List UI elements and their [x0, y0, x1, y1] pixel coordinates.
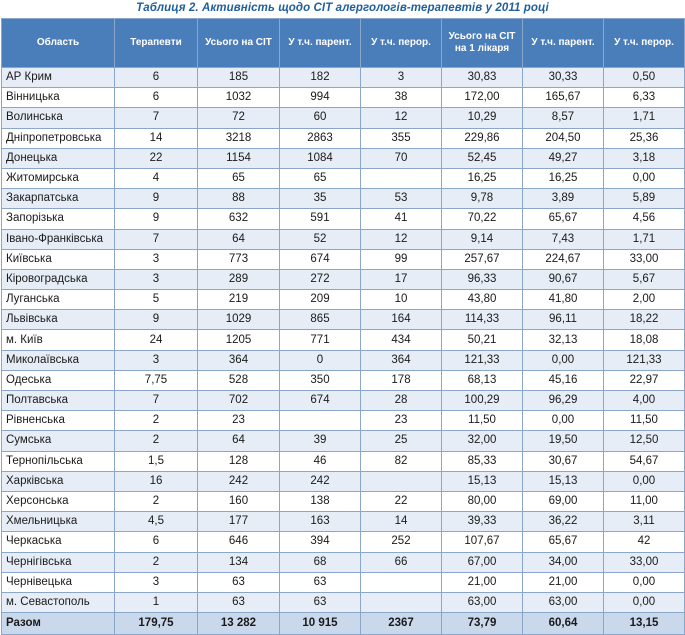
value-cell: 674: [280, 391, 361, 411]
value-cell: 32,00: [442, 431, 523, 451]
value-cell: 172,00: [442, 88, 523, 108]
value-cell: 107,67: [442, 532, 523, 552]
value-cell: 773: [198, 249, 280, 269]
value-cell: 7,75: [115, 370, 198, 390]
value-cell: 38: [361, 88, 442, 108]
value-cell: 16,25: [523, 168, 604, 188]
value-cell: 9: [115, 189, 198, 209]
value-cell: [361, 592, 442, 612]
value-cell: 16: [115, 471, 198, 491]
value-cell: 128: [198, 451, 280, 471]
column-header: Терапевти: [115, 19, 198, 68]
value-cell: 5,67: [604, 269, 685, 289]
value-cell: 0,00: [604, 592, 685, 612]
value-cell: 24: [115, 330, 198, 350]
value-cell: 10: [361, 290, 442, 310]
total-value: 60,64: [523, 613, 604, 635]
value-cell: 3: [361, 68, 442, 88]
value-cell: [361, 471, 442, 491]
value-cell: 0,00: [604, 471, 685, 491]
value-cell: 12,50: [604, 431, 685, 451]
region-cell: Одеська: [2, 370, 115, 390]
value-cell: 90,67: [523, 269, 604, 289]
value-cell: 43,80: [442, 290, 523, 310]
table-row: [2, 189, 685, 209]
value-cell: 12: [361, 108, 442, 128]
value-cell: 121,33: [604, 350, 685, 370]
region-cell: Закарпатська: [2, 189, 115, 209]
value-cell: 30,83: [442, 68, 523, 88]
value-cell: 209: [280, 290, 361, 310]
value-cell: 52: [280, 229, 361, 249]
value-cell: 289: [198, 269, 280, 289]
value-cell: 204,50: [523, 128, 604, 148]
value-cell: 14: [115, 128, 198, 148]
region-cell: Чернігівська: [2, 552, 115, 572]
value-cell: 42: [604, 532, 685, 552]
value-cell: 53: [361, 189, 442, 209]
value-cell: 9: [115, 209, 198, 229]
value-cell: 165,67: [523, 88, 604, 108]
value-cell: 394: [280, 532, 361, 552]
value-cell: 121,33: [442, 350, 523, 370]
value-cell: [361, 168, 442, 188]
value-cell: 52,45: [442, 148, 523, 168]
value-cell: 11,50: [442, 411, 523, 431]
total-value: 13,15: [604, 613, 685, 635]
column-header: Усього на СІТ: [198, 19, 280, 68]
region-cell: Сумська: [2, 431, 115, 451]
table-row: [2, 108, 685, 128]
value-cell: 9,14: [442, 229, 523, 249]
value-cell: 50,21: [442, 330, 523, 350]
value-cell: 63,00: [523, 592, 604, 612]
region-cell: Волинська: [2, 108, 115, 128]
value-cell: 994: [280, 88, 361, 108]
value-cell: [361, 572, 442, 592]
table-row: [2, 391, 685, 411]
value-cell: 185: [198, 68, 280, 88]
value-cell: 21,00: [523, 572, 604, 592]
value-cell: 96,33: [442, 269, 523, 289]
table-row: [2, 269, 685, 289]
value-cell: 32,13: [523, 330, 604, 350]
region-cell: Черкаська: [2, 532, 115, 552]
value-cell: 5,89: [604, 189, 685, 209]
table-row: [2, 370, 685, 390]
table-row: [2, 168, 685, 188]
value-cell: 23: [361, 411, 442, 431]
value-cell: 25: [361, 431, 442, 451]
table-header: [2, 19, 685, 68]
value-cell: 0,00: [523, 350, 604, 370]
value-cell: 2863: [280, 128, 361, 148]
column-header: Область: [2, 19, 115, 68]
region-cell: Луганська: [2, 290, 115, 310]
value-cell: 8,57: [523, 108, 604, 128]
value-cell: 28: [361, 391, 442, 411]
table-row: [2, 350, 685, 370]
value-cell: 2: [115, 552, 198, 572]
value-cell: 35: [280, 189, 361, 209]
value-cell: 72: [198, 108, 280, 128]
value-cell: 64: [198, 229, 280, 249]
column-header: У т.ч. парент.: [523, 19, 604, 68]
value-cell: 1029: [198, 310, 280, 330]
value-cell: 6,33: [604, 88, 685, 108]
region-cell: Рівненська: [2, 411, 115, 431]
table-row: [2, 552, 685, 572]
value-cell: 114,33: [442, 310, 523, 330]
value-cell: 33,00: [604, 552, 685, 572]
table-row: [2, 532, 685, 552]
table-row: [2, 68, 685, 88]
value-cell: 11,00: [604, 491, 685, 511]
value-cell: 3: [115, 269, 198, 289]
value-cell: 15,13: [523, 471, 604, 491]
value-cell: 3: [115, 249, 198, 269]
value-cell: 96,11: [523, 310, 604, 330]
value-cell: 865: [280, 310, 361, 330]
value-cell: 0,00: [523, 411, 604, 431]
region-cell: м. Київ: [2, 330, 115, 350]
region-cell: Харківська: [2, 471, 115, 491]
value-cell: 0: [280, 350, 361, 370]
column-header: У т.ч. парент.: [280, 19, 361, 68]
column-header: Усього на СІТ на 1 лікаря: [442, 19, 523, 68]
value-cell: 771: [280, 330, 361, 350]
value-cell: 163: [280, 512, 361, 532]
value-cell: 65,67: [523, 209, 604, 229]
value-cell: 65: [198, 168, 280, 188]
value-cell: 41,80: [523, 290, 604, 310]
region-cell: Львівська: [2, 310, 115, 330]
value-cell: 164: [361, 310, 442, 330]
value-cell: 3,11: [604, 512, 685, 532]
value-cell: 7: [115, 108, 198, 128]
region-cell: Хмельницька: [2, 512, 115, 532]
value-cell: 22: [361, 491, 442, 511]
value-cell: 138: [280, 491, 361, 511]
value-cell: 63,00: [442, 592, 523, 612]
value-cell: 96,29: [523, 391, 604, 411]
value-cell: 3,89: [523, 189, 604, 209]
value-cell: 33,00: [604, 249, 685, 269]
value-cell: 6: [115, 68, 198, 88]
value-cell: 69,00: [523, 491, 604, 511]
value-cell: 242: [280, 471, 361, 491]
value-cell: 9,78: [442, 189, 523, 209]
table-row: [2, 249, 685, 269]
value-cell: 14: [361, 512, 442, 532]
value-cell: 82: [361, 451, 442, 471]
table-row: [2, 209, 685, 229]
value-cell: 5: [115, 290, 198, 310]
region-cell: Тернопільська: [2, 451, 115, 471]
value-cell: 30,67: [523, 451, 604, 471]
value-cell: 63: [280, 572, 361, 592]
value-cell: 4,5: [115, 512, 198, 532]
value-cell: 19,50: [523, 431, 604, 451]
value-cell: 7,43: [523, 229, 604, 249]
value-cell: 3,18: [604, 148, 685, 168]
value-cell: 1,5: [115, 451, 198, 471]
total-value: 73,79: [442, 613, 523, 635]
value-cell: 65,67: [523, 532, 604, 552]
value-cell: 4: [115, 168, 198, 188]
value-cell: 160: [198, 491, 280, 511]
total-value: 2367: [361, 613, 442, 635]
table-row: [2, 310, 685, 330]
table-row: [2, 512, 685, 532]
table-row: [2, 592, 685, 612]
region-cell: Дніпропетровська: [2, 128, 115, 148]
value-cell: 63: [198, 592, 280, 612]
table-row: [2, 88, 685, 108]
table-row: [2, 572, 685, 592]
value-cell: 9: [115, 310, 198, 330]
table-row: [2, 431, 685, 451]
value-cell: 1084: [280, 148, 361, 168]
region-cell: Донецька: [2, 148, 115, 168]
value-cell: 252: [361, 532, 442, 552]
value-cell: 49,27: [523, 148, 604, 168]
table-row: [2, 471, 685, 491]
value-cell: 0,00: [604, 168, 685, 188]
value-cell: 0,00: [604, 572, 685, 592]
value-cell: 3: [115, 350, 198, 370]
value-cell: 178: [361, 370, 442, 390]
value-cell: 355: [361, 128, 442, 148]
value-cell: 70,22: [442, 209, 523, 229]
value-cell: 36,22: [523, 512, 604, 532]
value-cell: 702: [198, 391, 280, 411]
region-cell: Полтавська: [2, 391, 115, 411]
value-cell: 1,71: [604, 229, 685, 249]
table-row: [2, 148, 685, 168]
value-cell: 41: [361, 209, 442, 229]
value-cell: 64: [198, 431, 280, 451]
value-cell: 646: [198, 532, 280, 552]
region-cell: Херсонська: [2, 491, 115, 511]
total-value: 10 915: [280, 613, 361, 635]
region-cell: Чернівецька: [2, 572, 115, 592]
value-cell: 229,86: [442, 128, 523, 148]
table-row: [2, 451, 685, 471]
table-row: [2, 229, 685, 249]
value-cell: 272: [280, 269, 361, 289]
table-row: [2, 330, 685, 350]
value-cell: 66: [361, 552, 442, 572]
value-cell: 6: [115, 88, 198, 108]
value-cell: 224,67: [523, 249, 604, 269]
value-cell: 2: [115, 411, 198, 431]
header-row: [2, 19, 685, 68]
region-cell: Запорізька: [2, 209, 115, 229]
value-cell: 3218: [198, 128, 280, 148]
value-cell: 1: [115, 592, 198, 612]
value-cell: 100,29: [442, 391, 523, 411]
value-cell: 18,22: [604, 310, 685, 330]
table-row: [2, 491, 685, 511]
value-cell: 34,00: [523, 552, 604, 572]
total-value: 179,75: [115, 613, 198, 635]
column-header: У т.ч. перор.: [361, 19, 442, 68]
value-cell: 4,00: [604, 391, 685, 411]
region-cell: Київська: [2, 249, 115, 269]
value-cell: 65: [280, 168, 361, 188]
value-cell: 7: [115, 391, 198, 411]
region-cell: Вінницька: [2, 88, 115, 108]
table-body: [2, 68, 685, 635]
sit-activity-table: [1, 18, 685, 635]
value-cell: 2: [115, 491, 198, 511]
total-label: Разом: [2, 613, 115, 635]
region-cell: Кіровоградська: [2, 269, 115, 289]
value-cell: 63: [198, 572, 280, 592]
value-cell: 54,67: [604, 451, 685, 471]
value-cell: 2: [115, 431, 198, 451]
value-cell: 364: [198, 350, 280, 370]
value-cell: 1205: [198, 330, 280, 350]
value-cell: 22,97: [604, 370, 685, 390]
value-cell: 350: [280, 370, 361, 390]
value-cell: 177: [198, 512, 280, 532]
value-cell: 12: [361, 229, 442, 249]
value-cell: 60: [280, 108, 361, 128]
value-cell: 528: [198, 370, 280, 390]
column-header: У т.ч. перор.: [604, 19, 685, 68]
value-cell: 67,00: [442, 552, 523, 572]
value-cell: 1,71: [604, 108, 685, 128]
value-cell: 23: [198, 411, 280, 431]
value-cell: 1032: [198, 88, 280, 108]
value-cell: 17: [361, 269, 442, 289]
value-cell: 80,00: [442, 491, 523, 511]
value-cell: 7: [115, 229, 198, 249]
value-cell: 25,36: [604, 128, 685, 148]
value-cell: 63: [280, 592, 361, 612]
value-cell: 182: [280, 68, 361, 88]
value-cell: 242: [198, 471, 280, 491]
value-cell: 632: [198, 209, 280, 229]
value-cell: 45,16: [523, 370, 604, 390]
value-cell: [280, 411, 361, 431]
value-cell: 219: [198, 290, 280, 310]
value-cell: 2,00: [604, 290, 685, 310]
table-row: [2, 290, 685, 310]
region-cell: Івано-Франківська: [2, 229, 115, 249]
value-cell: 6: [115, 532, 198, 552]
value-cell: 4,56: [604, 209, 685, 229]
value-cell: 68,13: [442, 370, 523, 390]
value-cell: 364: [361, 350, 442, 370]
table-row: [2, 411, 685, 431]
value-cell: 16,25: [442, 168, 523, 188]
value-cell: 15,13: [442, 471, 523, 491]
value-cell: 3: [115, 572, 198, 592]
total-value: 13 282: [198, 613, 280, 635]
value-cell: 46: [280, 451, 361, 471]
value-cell: 68: [280, 552, 361, 572]
table-row: [2, 128, 685, 148]
value-cell: 674: [280, 249, 361, 269]
table-caption: Таблиця 2. Активність щодо СІТ алергологів-терапевтів у 2011 році: [136, 2, 549, 14]
value-cell: 30,33: [523, 68, 604, 88]
value-cell: 257,67: [442, 249, 523, 269]
value-cell: 39: [280, 431, 361, 451]
value-cell: 99: [361, 249, 442, 269]
value-cell: 70: [361, 148, 442, 168]
value-cell: 591: [280, 209, 361, 229]
value-cell: 0,50: [604, 68, 685, 88]
region-cell: Миколаївська: [2, 350, 115, 370]
value-cell: 134: [198, 552, 280, 572]
value-cell: 21,00: [442, 572, 523, 592]
region-cell: Житомирська: [2, 168, 115, 188]
value-cell: 85,33: [442, 451, 523, 471]
value-cell: 11,50: [604, 411, 685, 431]
value-cell: 39,33: [442, 512, 523, 532]
region-cell: м. Севастополь: [2, 592, 115, 612]
value-cell: 1154: [198, 148, 280, 168]
value-cell: 10,29: [442, 108, 523, 128]
value-cell: 434: [361, 330, 442, 350]
value-cell: 18,08: [604, 330, 685, 350]
region-cell: АР Крим: [2, 68, 115, 88]
value-cell: 22: [115, 148, 198, 168]
value-cell: 88: [198, 189, 280, 209]
total-row: [2, 613, 685, 635]
